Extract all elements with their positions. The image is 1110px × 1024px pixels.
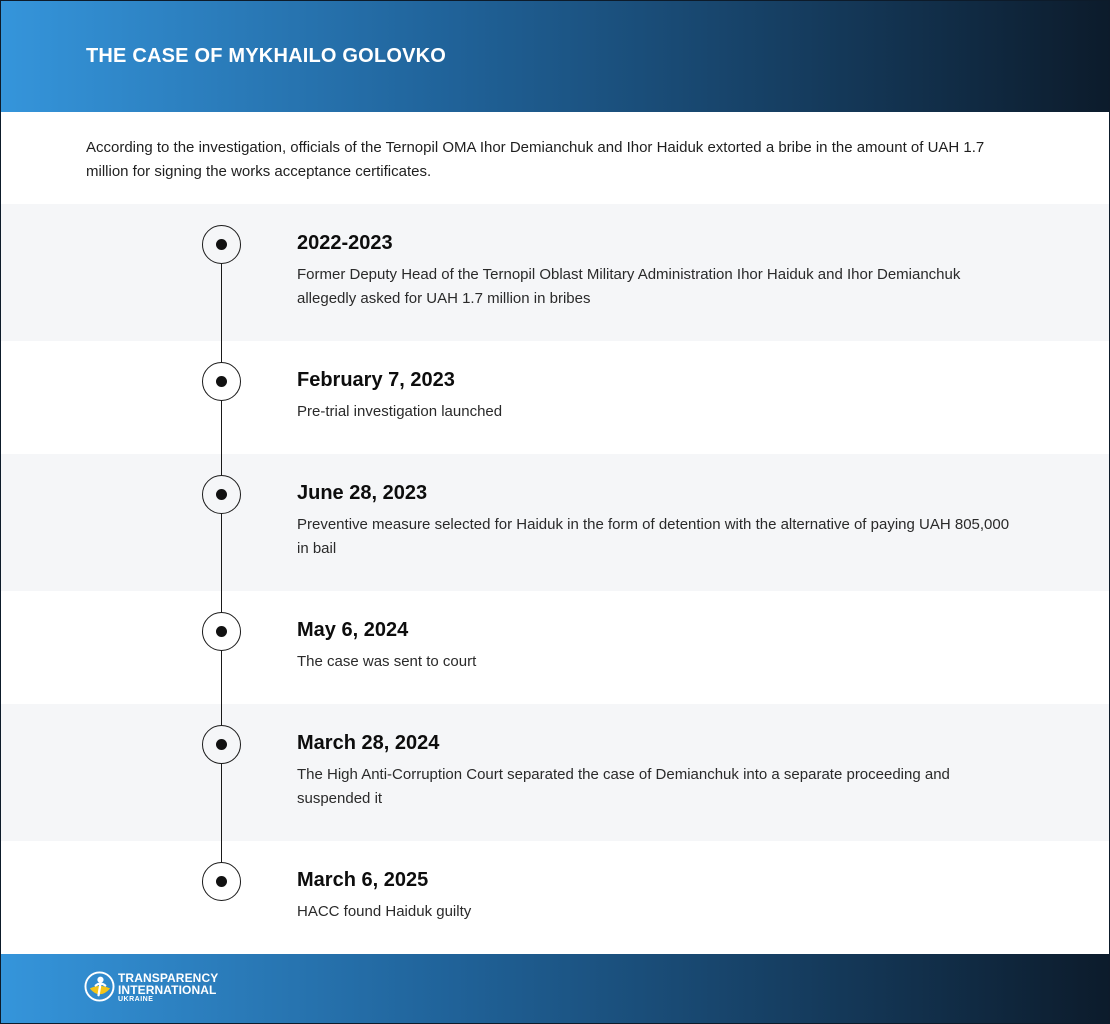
timeline-date: March 28, 2024 <box>297 732 440 754</box>
timeline-item <box>1 454 1110 591</box>
intro-paragraph: According to the investigation, officials of the Ternopil OMA Ihor Demianchuk and Ihor Haiduk extorted a bribe in the amount of UAH 1.7 million for signing the works acceptance certificates. <box>86 139 985 180</box>
timeline-item <box>1 591 1110 704</box>
timeline-item <box>1 204 1110 341</box>
timeline-date: May 6, 2024 <box>297 619 409 641</box>
logo-line-3: UKRAINE <box>118 996 154 1003</box>
timeline-description: Preventive measure selected for Haiduk in the form of detention with the alternative of paying UAH 805,000 in bail <box>297 516 1010 557</box>
timeline-marker-icon <box>202 475 241 514</box>
timeline-description: HACC found Haiduk guilty <box>297 903 472 920</box>
timeline-description: The High Anti-Corruption Court separated the case of Demianchuk into a separate proceeding and suspended it <box>297 766 950 807</box>
logo-wordmark <box>118 972 218 1004</box>
timeline-item <box>1 704 1110 841</box>
timeline-marker-icon <box>202 225 241 264</box>
transparency-international-logo[interactable] <box>84 971 234 1007</box>
footer-banner <box>1 954 1110 1024</box>
timeline-marker-icon <box>202 612 241 651</box>
timeline-item <box>1 341 1110 454</box>
header-banner <box>1 1 1110 112</box>
timeline-line <box>221 244 222 881</box>
timeline-date: February 7, 2023 <box>297 369 455 391</box>
logo-line-2: INTERNATIONAL <box>118 983 217 997</box>
ti-ukraine-logo-icon <box>84 971 115 1002</box>
timeline-date: March 6, 2025 <box>297 869 429 891</box>
timeline-marker-icon <box>202 862 241 901</box>
timeline-description: The case was sent to court <box>297 653 477 670</box>
logo-line-1: TRANSPARENCY <box>118 971 219 985</box>
timeline <box>1 204 1110 954</box>
timeline-date: 2022-2023 <box>297 232 393 254</box>
timeline-description: Pre-trial investigation launched <box>297 403 503 420</box>
page-title: THE CASE OF MYKHAILO GOLOVKO <box>86 45 447 67</box>
timeline-date: June 28, 2023 <box>297 482 428 504</box>
timeline-marker-icon <box>202 362 241 401</box>
timeline-item <box>1 841 1110 954</box>
timeline-marker-icon <box>202 725 241 764</box>
timeline-description: Former Deputy Head of the Ternopil Oblast Military Administration Ihor Haiduk and Ihor Demianchuk allegedly asked for UAH 1.7 million in bribes <box>297 266 961 307</box>
